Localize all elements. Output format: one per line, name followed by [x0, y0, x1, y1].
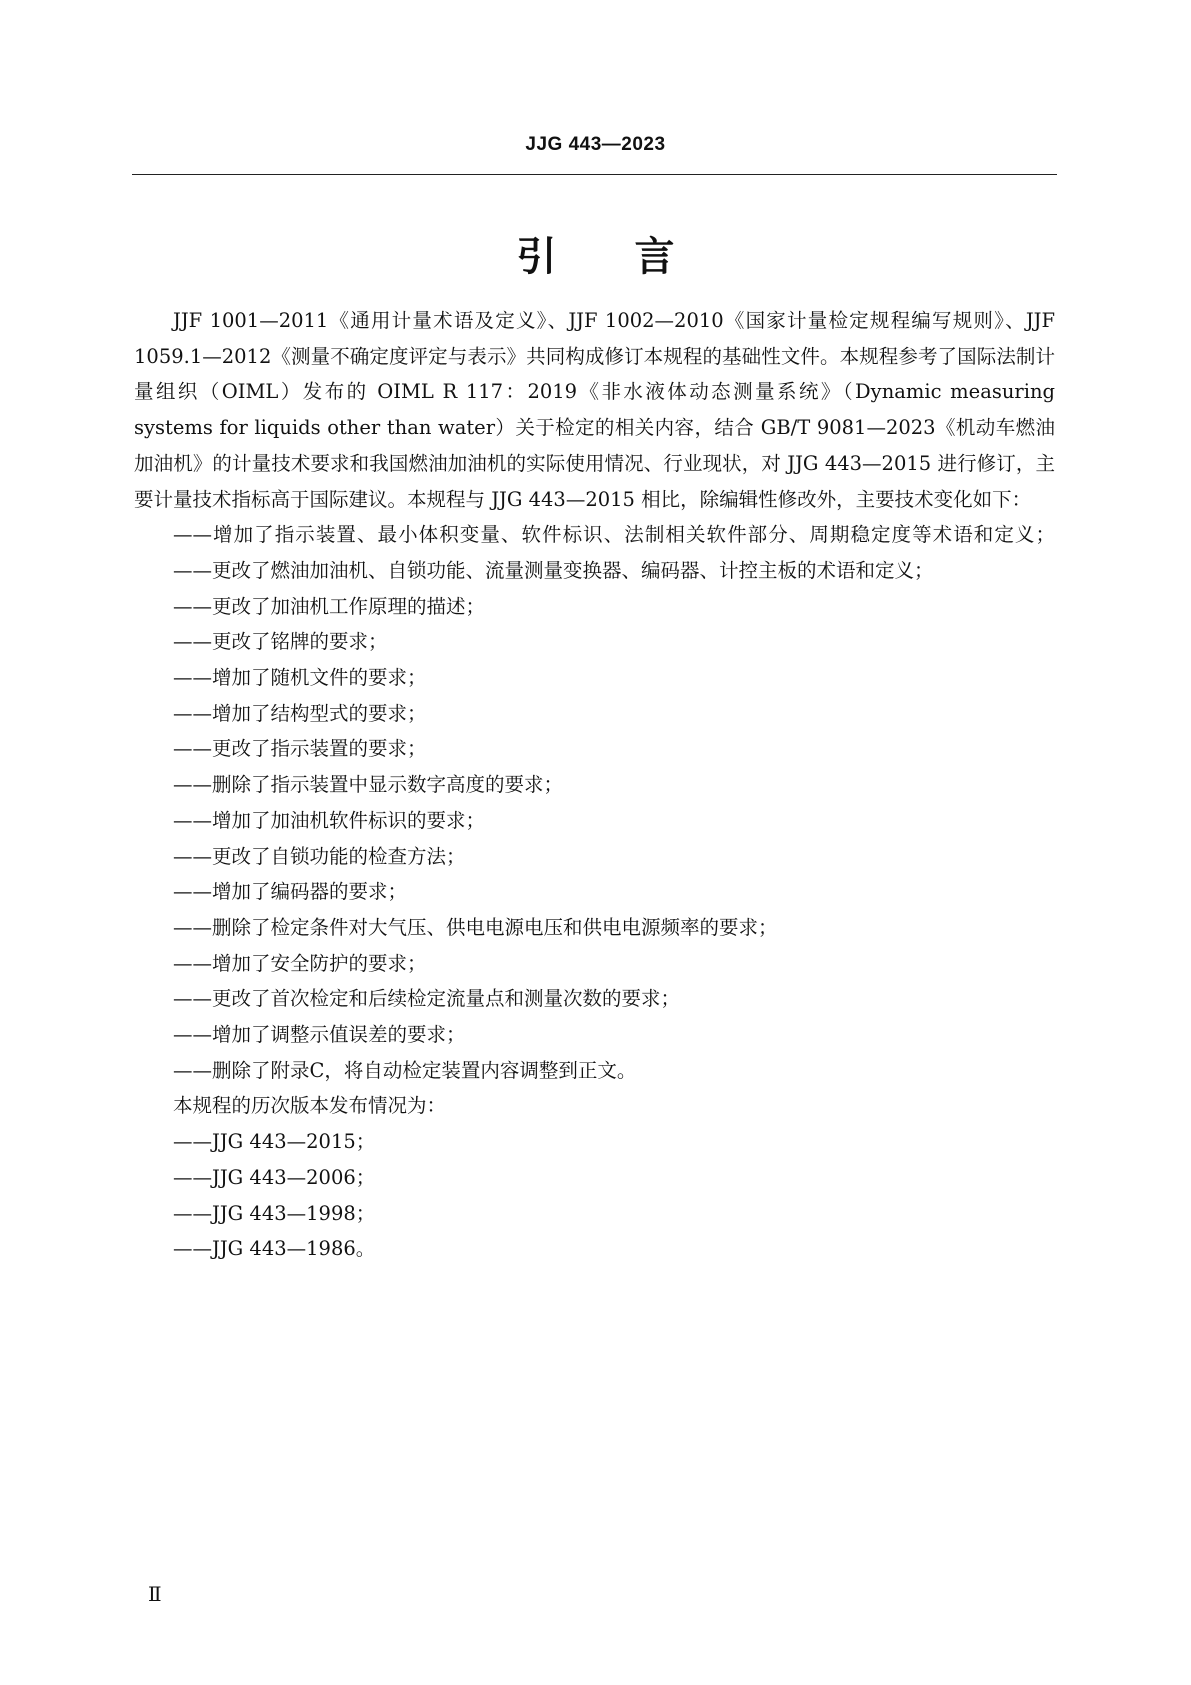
intro-paragraph: JJF 1001—2011《通用计量术语及定义》、JJF 1002—2010《国家计量检定规程编写规则》、JJF 1059.1—2012《测量不确定度评定与表示》共同构成修订本规程的基础性文件。本规程参考了国际法制计量组织（OIML）发布的 OIML R 117：2019《非水液体动态测量系统》（Dynamic measuring systems for liquids other than water）关于检定的相关内容，结合 GB/T 9081—2023《机动车燃油加油机》的计量技术要求和我国燃油加油机的实际使用情况、行业现状，对 JJG 443—2015 进行修订，主要计量技术指标高于国际建议。本规程与 JJG 443—2015 相比，除编辑性修改外，主要技术变化如下： [134, 309, 1055, 511]
page-header-code: JJG 443—2023 [525, 134, 666, 155]
change-item: ——删除了检定条件对大气压、供电电源电压和供电电源频率的要求； [173, 915, 778, 939]
change-item: ——增加了随机文件的要求； [173, 666, 427, 690]
page-title: 引言 [516, 234, 753, 280]
change-item: ——更改了指示装置的要求； [173, 737, 427, 761]
page-number: Ⅱ [148, 1582, 162, 1606]
change-item: ——增加了编码器的要求； [173, 880, 408, 904]
change-item: ——增加了结构型式的要求； [173, 701, 427, 725]
history-item: ——JJG 443—2006； [173, 1165, 376, 1189]
change-item: ——更改了自锁功能的检查方法； [173, 844, 466, 868]
change-item: ——增加了加油机软件标识的要求； [173, 808, 486, 832]
change-item: ——增加了指示装置、最小体积变量、软件标识、法制相关软件部分、周期稳定度等术语和定义； [173, 523, 1055, 547]
history-item: ——JJG 443—1998； [173, 1201, 376, 1225]
change-item: ——增加了安全防护的要求； [173, 951, 427, 975]
history-intro: 本规程的历次版本发布情况为： [173, 1094, 447, 1118]
header-rule [132, 174, 1057, 175]
change-item: ——删除了附录C，将自动检定装置内容调整到正文。 [173, 1058, 637, 1082]
change-item: ——删除了指示装置中显示数字高度的要求； [173, 773, 564, 797]
change-item: ——更改了铭牌的要求； [173, 630, 388, 654]
change-item: ——增加了调整示值误差的要求； [173, 1023, 466, 1047]
history-item: ——JJG 443—2015； [173, 1130, 376, 1154]
document-body [134, 303, 1055, 1267]
change-item: ——更改了燃油加油机、自锁功能、流量测量变换器、编码器、计控主板的术语和定义； [173, 558, 934, 582]
change-item: ——更改了加油机工作原理的描述； [173, 594, 486, 618]
history-item: ——JJG 443—1986。 [173, 1237, 376, 1261]
change-item: ——更改了首次检定和后续检定流量点和测量次数的要求； [173, 987, 681, 1011]
